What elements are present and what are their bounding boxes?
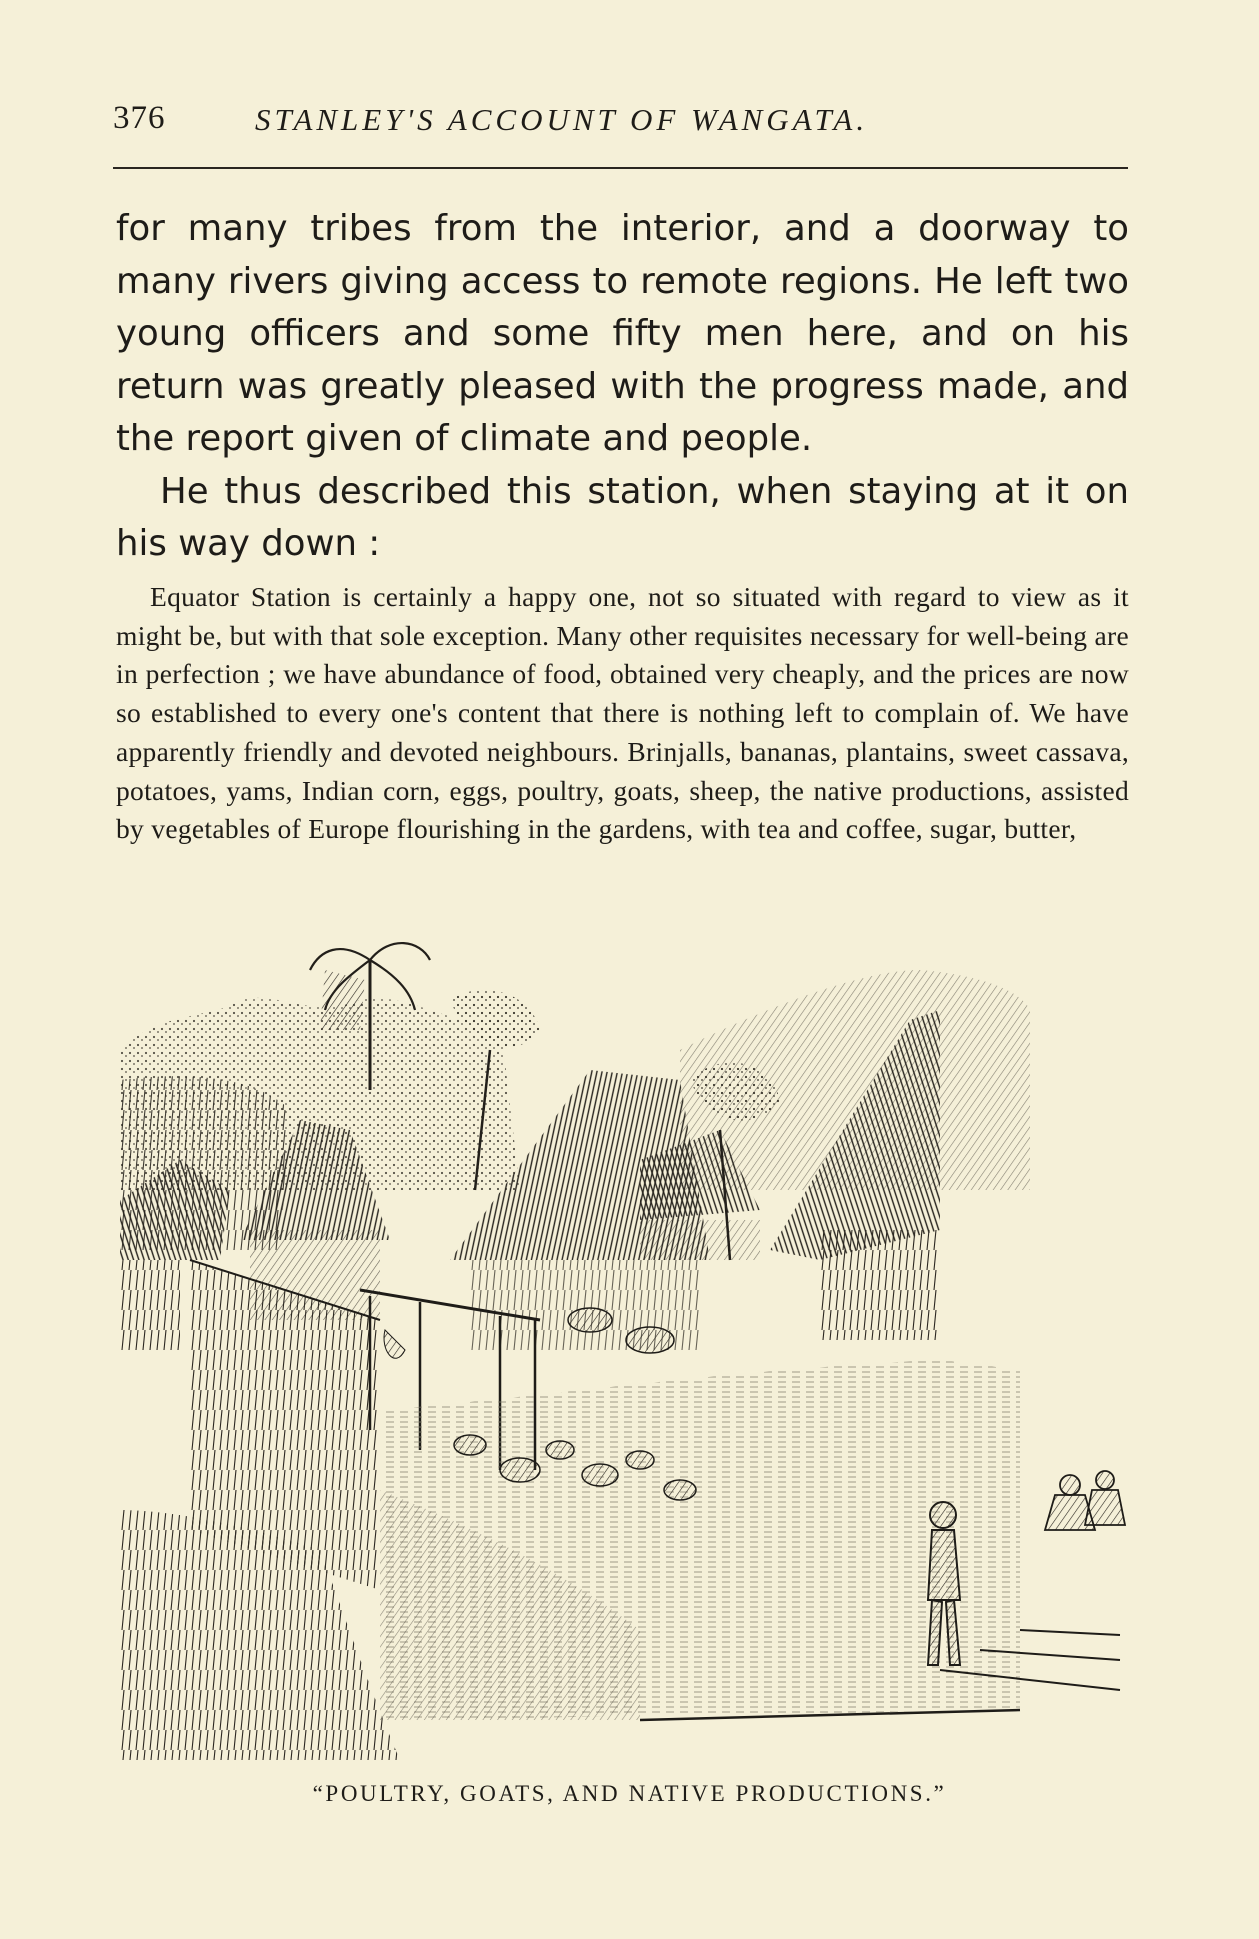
page-header <box>113 100 1128 146</box>
body-paragraph-1: for many tribes from the interior, and a doorway to many rivers giving access to remote regions. He left two young officers and some fifty men here, and on his return was greatly pleased with the progress made, and the report given of climate and people. <box>116 208 1129 459</box>
quoted-paragraph: Equator Station is certainly a happy one, not so situated with regard to view as it might be, but with that sole exception. Many other requisites necessary for well-being are in perfection ; we have abundance of food, obtained very cheaply, and the prices are now so established to every one's content that there is nothing left to complain of. We have apparently friendly and devoted neighbours. Brinjalls, bananas, plantains, sweet cassava, potatoes, yams, Indian corn, eggs, poultry, goats, sheep, the native productions, assisted by vegetables of Europe flourishing in the gardens, with tea and coffee, sugar, butter, <box>116 581 1129 845</box>
header-rule <box>113 167 1128 169</box>
running-head: STANLEY'S ACCOUNT OF WANGATA. <box>255 102 869 137</box>
page-number: 376 <box>113 100 166 136</box>
body-text <box>116 203 1129 571</box>
quoted-passage <box>116 578 1129 849</box>
village-illustration <box>120 930 1140 1760</box>
seated-figures <box>1045 1471 1125 1530</box>
illustration-caption: “POULTRY, GOATS, AND NATIVE PRODUCTIONS.” <box>312 1781 947 1806</box>
body-paragraph-2: He thus described this station, when staying at it on his way down : <box>116 470 1129 564</box>
